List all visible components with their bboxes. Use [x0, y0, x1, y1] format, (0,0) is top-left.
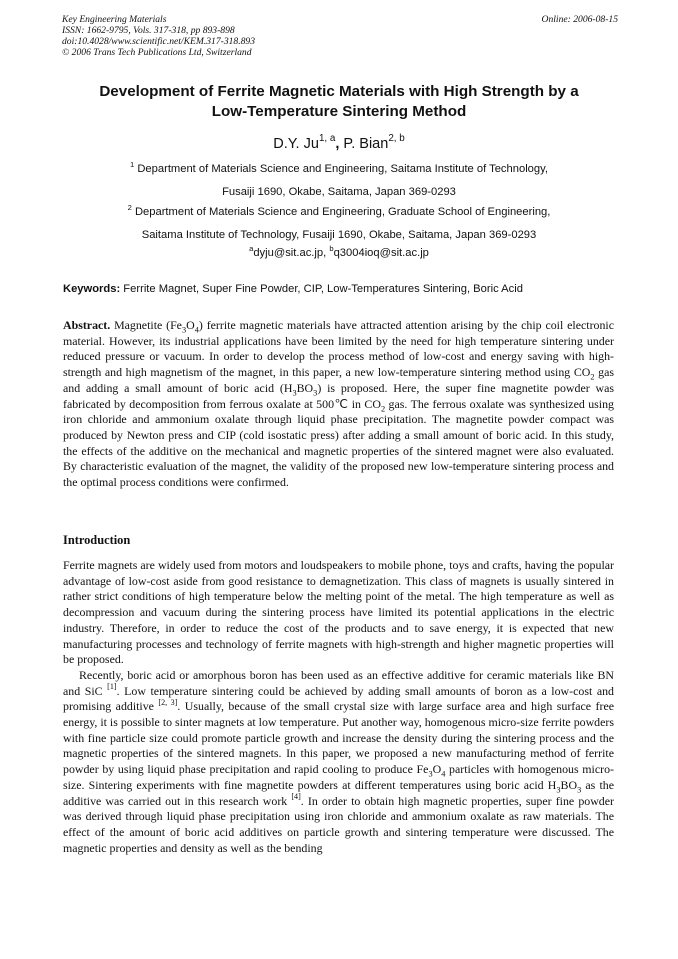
affiliation-2-line-1: Department of Materials Science and Engineering, Graduate School of Engineering,: [134, 206, 551, 218]
author-1-sup: 1, a: [318, 133, 336, 145]
citation-ref[interactable]: [4]: [291, 791, 301, 801]
intro-text: O: [432, 762, 442, 777]
subscript: 3: [428, 769, 433, 779]
keywords: [63, 282, 623, 296]
subscript: 4: [441, 769, 446, 779]
doi-line: doi:10.4028/www.scientific.net/KEM.317-318.893: [62, 36, 256, 47]
abstract-text: BO: [296, 380, 314, 395]
intro-text: Recently, boric acid or amorphous boron has been used as an effective additive for ceramic materials like BN and SiC: [63, 667, 614, 698]
subscript: 2: [590, 372, 595, 382]
subscript: 4: [194, 325, 199, 335]
email-a[interactable]: dyju@sit.ac.jp,: [253, 247, 330, 259]
title-line-1: Development of Ferrite Magnetic Materials with High Strength by a: [99, 83, 579, 100]
introduction-body: [63, 558, 614, 856]
author-2-name: P. Bian: [343, 136, 389, 152]
introduction-heading: Introduction: [63, 533, 131, 547]
affiliation-1-sup: 1: [130, 159, 135, 169]
intro-paragraph-1: Ferrite magnets are widely used from motors and loudspeakers to mobile phone, toys and crafts, having the popular advantage of low-cost aside from good resistance to demagnetization. This class of magnets is usually sintered in rather strict conditions of high temperature below the melting point of the metal. The high temperature as well as decompression and vacuum during the sintering process have limited its potential applications in the electric industry. Therefore, in order to reduce the cost of the products and to save energy, it is expected that new manufacturing processes and technology of ferrite magnets with high-strength and higher magnetic properties will be proposed.: [63, 558, 614, 667]
abstract-text: gas. The ferrous oxalate was synthesized using iron chloride and ammonium oxalate through liquid phase precipitation. The magnetite powder compact was produced by Newton press and CIP (cold isostatic press) after adding a small amount of boric acid. In this study, the effects of the additive on the mechanical and magnetic properties of the sintered magnet were also evaluated. By characteristic evaluation of the magnet, the validity of the proposed new low-temperature sintering process and the optimal process conditions were confirmed.: [63, 396, 614, 490]
affiliation-2: [40, 202, 638, 242]
intro-paragraph-2: [63, 668, 614, 856]
citation-ref[interactable]: [1]: [107, 681, 117, 691]
author-emails: [40, 243, 638, 260]
abstract-text: Magnetite (Fe: [110, 318, 182, 332]
affiliation-1-line-2: Fusaiji 1690, Okabe, Saitama, Japan 369-0293: [222, 186, 456, 198]
intro-text: . Usually, because of the small crystal size with large surface area and high surface free energy, it is possible to sinter magnets at low temperature. Put another way, homogenous micro-size ferrite powders with fine particle size could promote particle growth and increase the density during the sintering process and the magnetic properties of the sintered magnets. In this paper, we proposed a new manufacturing method of ferrite powder by using liquid phase precipitation and rapid cooling to produce Fe: [63, 699, 614, 777]
affiliation-1-line-1: Department of Materials Science and Engineering, Saitama Institute of Technology,: [137, 163, 548, 175]
email-a-sup: a: [249, 243, 254, 253]
abstract-text: gas and adding a small amount of boric acid (H: [63, 365, 614, 395]
affiliation-2-line-2: Saitama Institute of Technology, Fusaiji 1690, Okabe, Saitama, Japan 369-0293: [141, 229, 537, 241]
subscript: 3: [313, 388, 318, 398]
online-date: Online: 2006-08-15: [541, 14, 618, 25]
subscript: 3: [292, 388, 297, 398]
intro-text: . Low temperature sintering could be achieved by adding small amounts of boron as a low-cost and promising additive: [63, 683, 614, 714]
intro-text: as the additive was carried out in this research work: [63, 777, 614, 808]
email-b-sup: b: [329, 243, 334, 253]
subscript: 3: [556, 785, 561, 795]
abstract-text: ) is proposed. Here, the super fine magnetite powder was fabricated by decomposition from ferrous oxalate at 500℃ in CO: [63, 380, 614, 411]
abstract: [63, 318, 614, 491]
journal-header: [62, 14, 618, 58]
author-2-sup: 2, b: [388, 133, 405, 145]
author-separator: ,: [335, 136, 344, 152]
intro-text: . In order to obtain high magnetic properties, super fine powder was derived through liquid phase precipitation using iron chloride and ammonium oxalate as raw materials. The effect of the amount of boric acid additives on particle growth and sintering temperature were discussed. The magnetic properties and density as well as the bending: [63, 793, 614, 855]
subscript: 2: [380, 403, 386, 413]
intro-text: BO: [560, 777, 578, 792]
journal-name: Key Engineering Materials: [62, 14, 167, 25]
subscript: 3: [181, 325, 187, 335]
subscript: 3: [577, 785, 582, 795]
keywords-label: Keywords:: [63, 283, 121, 295]
affiliation-2-sup: 2: [127, 202, 132, 212]
abstract-label: Abstract.: [63, 318, 111, 332]
paper-title: [50, 82, 628, 122]
title-line-2: Low-Temperature Sintering Method: [211, 103, 467, 120]
affiliation-1: [40, 159, 638, 199]
abstract-text: ) ferrite magnetic materials have attracted attention arising by the chip coil electronic material. However, its industrial applications have been limited by the need for high temperature sintering under reduced pressure or vacuum. In order to develop the process method of low-cost and energy saving with high-strength and high magnetism of the magnet, in this paper, a new low-temperature sintering method using CO: [63, 318, 614, 380]
author-list: [0, 134, 678, 154]
issn-line: ISSN: 1662-9795, Vols. 317-318, pp 893-898: [62, 25, 235, 36]
author-1-name: D.Y. Ju: [273, 136, 319, 152]
email-b[interactable]: q3004ioq@sit.ac.jp: [333, 247, 429, 259]
keywords-text: Ferrite Magnet, Super Fine Powder, CIP, Low-Temperatures Sintering, Boric Acid: [120, 283, 523, 295]
abstract-text: O: [186, 318, 195, 332]
intro-text: particles with homogenous micro-size. Sintering experiments with fine magnetite powders at different temperatures using boric acid H: [63, 762, 614, 792]
citation-ref[interactable]: [2, 3]: [158, 697, 178, 707]
copyright-line: © 2006 Trans Tech Publications Ltd, Switzerland: [62, 47, 252, 58]
